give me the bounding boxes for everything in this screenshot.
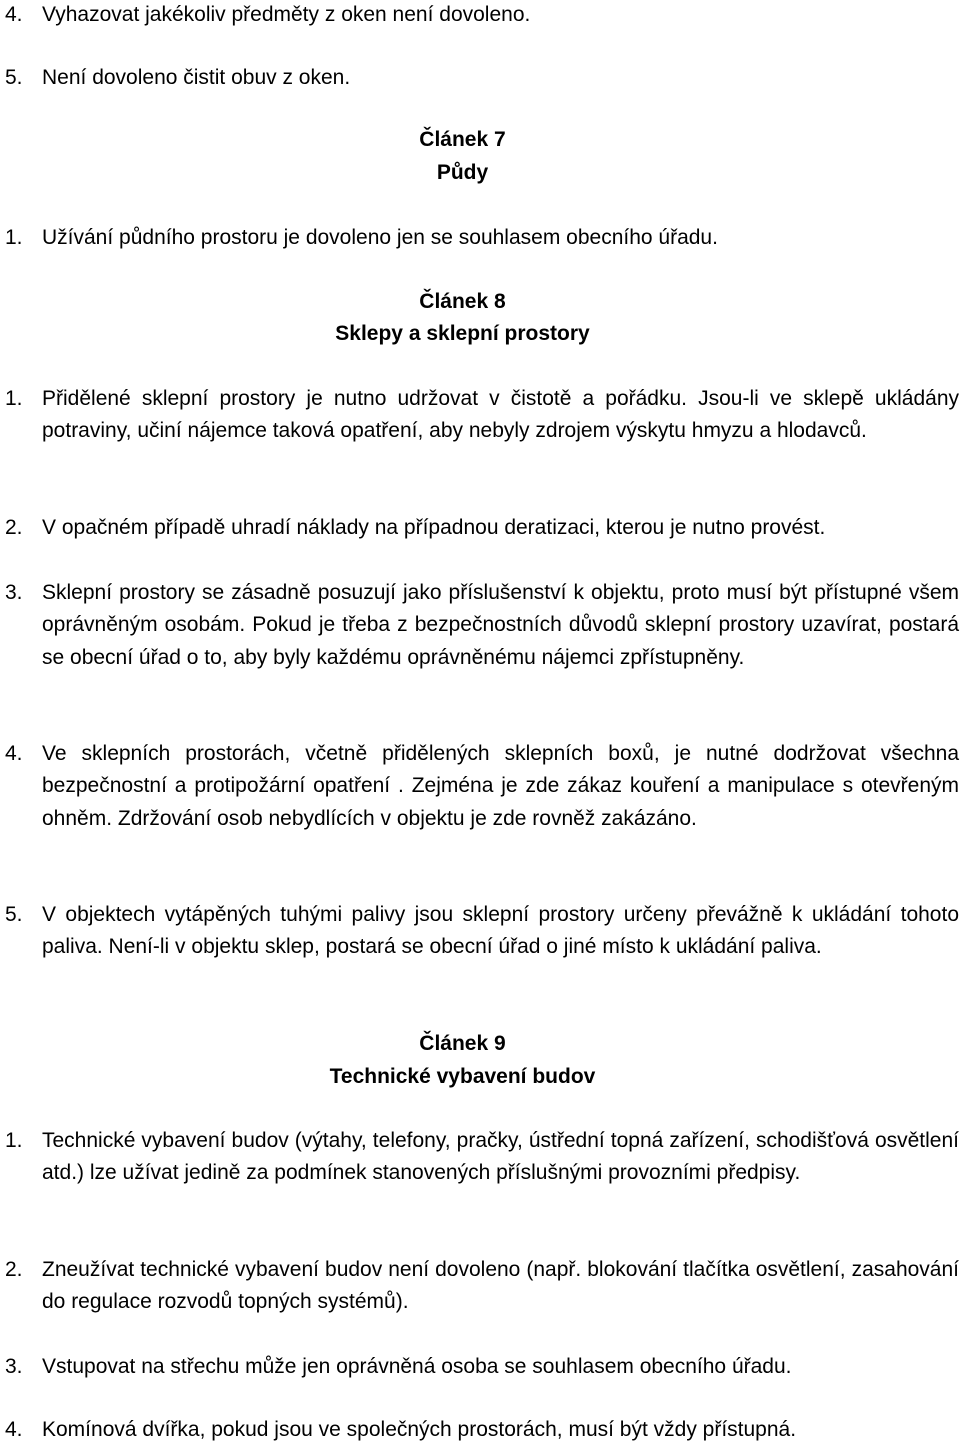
item-number: 5. (5, 903, 23, 926)
item-text: Vyhazovat jakékoliv předměty z oken není dovoleno. (42, 3, 531, 26)
item-text: Ve sklepních prostorách, včetně přidělených sklepních boxů, je nutné dodržovat všechna bezpečnostní a protipožární opatření . Zejména je zde zákaz kouření a manipulace s otevřeným ohněm. Zdržování osob nebydlících v objektu je zde rovněž zakázáno. (42, 742, 959, 830)
item-number: 1. (5, 1129, 23, 1152)
item-text: Komínová dvířka, pokud jsou ve společných prostorách, musí být vždy přístupná. (42, 1418, 797, 1441)
item-number: 1. (5, 226, 23, 249)
item-number: 4. (5, 3, 23, 26)
item-text: Vstupovat na střechu může jen oprávněná osoba se souhlasem obecního úřadu. (42, 1355, 792, 1378)
item-text: Užívání půdního prostoru je dovoleno jen se souhlasem obecního úřadu. (42, 226, 718, 249)
item-text: Sklepní prostory se zásadně posuzují jako příslušenství k objektu, proto musí být přístupné všem oprávněným osobám. Pokud je třeba z bezpečnostních důvodů sklepní prostory uzavírat, postará se obecní úřad o to, aby byly každému oprávněnému nájemci zpřístupněny. (42, 581, 959, 669)
item-number: 4. (5, 742, 23, 765)
item-text: Přidělené sklepní prostory je nutno udržovat v čistotě a pořádku. Jsou-li ve sklepě ukládány potraviny, učiní nájemce taková opatření, aby nebyly zdrojem výskytu hmyzu a hlodavců. (42, 387, 959, 443)
item-text: Není dovoleno čistit obuv z oken. (42, 66, 351, 89)
item-number: 1. (5, 387, 23, 410)
item-number: 2. (5, 516, 23, 539)
item-text: Technické vybavení budov (výtahy, telefony, pračky, ústřední topná zařízení, schodišťová osvětlení atd.) lze užívat jedině za podmínek stanovených příslušnými provozními předpisy. (42, 1129, 959, 1185)
article-title: Článek 7 (419, 128, 506, 151)
article-title: Článek 9 (419, 1032, 506, 1055)
item-text: V opačném případě uhradí náklady na případnou deratizaci, kterou je nutno provést. (42, 516, 826, 539)
item-text: V objektech vytápěných tuhými palivy jsou sklepní prostory určeny převážně k ukládání tohoto paliva. Není-li v objektu sklep, postará se obecní úřad o jiné místo k ukládání paliva. (42, 903, 959, 959)
article-subtitle: Technické vybavení budov (329, 1065, 596, 1088)
item-text: Zneužívat technické vybavení budov není dovoleno (např. blokování tlačítka osvětlení, zasahování do regulace rozvodů topných systémů). (42, 1258, 959, 1314)
item-number: 4. (5, 1418, 23, 1441)
item-number: 2. (5, 1258, 23, 1281)
article-title: Článek 8 (419, 290, 506, 313)
item-number: 5. (5, 66, 23, 89)
article-subtitle: Půdy (436, 161, 489, 184)
item-number: 3. (5, 581, 23, 604)
item-number: 3. (5, 1355, 23, 1378)
article-subtitle: Sklepy a sklepní prostory (335, 322, 590, 345)
